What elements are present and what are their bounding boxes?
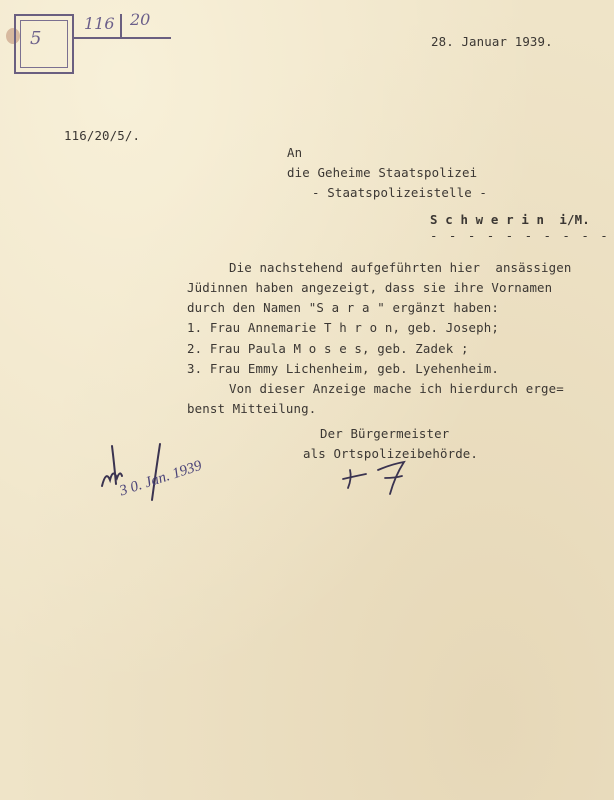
handwritten-reference-1: 116 xyxy=(84,14,115,33)
list-item-1: 1. Frau Annemarie T h r o n, geb. Joseph; xyxy=(187,320,500,335)
registry-stamp-number: 5 xyxy=(30,28,42,49)
letter-date: 28. Januar 1939. xyxy=(431,34,553,49)
recipient-line-3: - Staatspolizeistelle - xyxy=(312,185,488,200)
body-line-4: Von dieser Anzeige mache ich hierdurch erge= xyxy=(229,381,564,396)
body-line-5: benst Mitteilung. xyxy=(187,401,317,416)
recipient-line-2: die Geheime Staatspolizei xyxy=(287,165,478,180)
file-reference: 116/20/5/. xyxy=(64,128,141,143)
received-date-text: 3 0. Jan. 1939 xyxy=(117,457,204,500)
recipient-line-1: An xyxy=(287,145,303,160)
body-line-1: Die nachstehend aufgeführten hier ansässigen xyxy=(229,260,572,275)
signature xyxy=(343,462,404,494)
recipient-city: S c h w e r i n i/M. xyxy=(430,212,590,227)
closing-line-2: als Ortspolizeibehörde. xyxy=(303,446,479,461)
list-item-3: 3. Frau Emmy Lichenheim, geb. Lyehenheim. xyxy=(187,361,500,376)
received-date-stamp xyxy=(117,458,205,500)
list-item-2: 2. Frau Paula M o s e s, geb. Zadek ; xyxy=(187,341,469,356)
closing-line-1: Der Bürgermeister xyxy=(320,426,450,441)
handwritten-reference-2: 20 xyxy=(130,10,151,29)
body-line-2: Jüdinnen haben angezeigt, dass sie ihre Vornamen xyxy=(187,280,553,295)
recipient-city-underline: - - - - - - - - - - xyxy=(430,228,610,243)
body-line-3: durch den Namen "S a r a " ergänzt haben: xyxy=(187,300,500,315)
